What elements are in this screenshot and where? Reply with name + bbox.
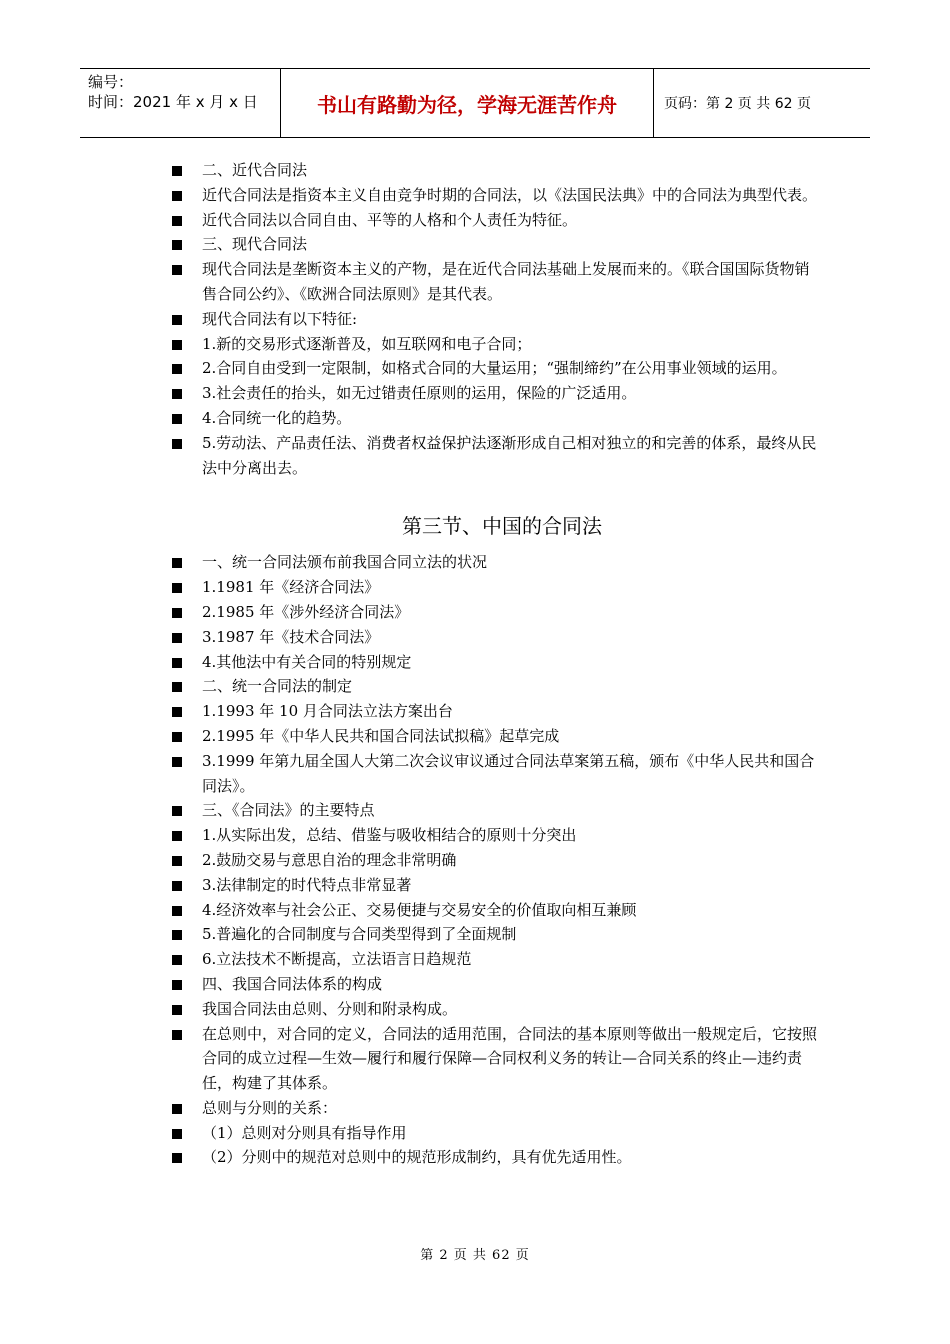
list-item bbox=[172, 550, 822, 575]
square-bullet-icon bbox=[172, 381, 202, 406]
list-item bbox=[172, 575, 822, 600]
list-item bbox=[172, 257, 822, 307]
list-item-text: 4.其他法中有关合同的特别规定 bbox=[202, 652, 412, 671]
list-item bbox=[172, 823, 822, 848]
list-item-text: 我国合同法由总则、分则和附录构成。 bbox=[202, 999, 458, 1018]
square-bullet-icon bbox=[172, 158, 202, 183]
list-item-text: 二、近代合同法 bbox=[202, 161, 308, 179]
square-bullet-icon bbox=[172, 972, 202, 997]
list-item bbox=[172, 873, 822, 898]
page-footer: 第 2 页 共 62 页 bbox=[420, 1248, 530, 1263]
list-item-text: 3.法律制定的时代特点非常显著 bbox=[202, 875, 412, 894]
square-bullet-icon bbox=[172, 431, 202, 481]
list-item bbox=[172, 381, 822, 406]
square-bullet-icon bbox=[172, 823, 202, 848]
list-item-text: 总则与分则的关系： bbox=[202, 1098, 338, 1117]
header-page-number: 页码：第 2 页 共 62 页 bbox=[664, 96, 811, 112]
square-bullet-icon bbox=[172, 183, 202, 208]
list-item bbox=[172, 208, 822, 233]
square-bullet-icon bbox=[172, 798, 202, 823]
list-item bbox=[172, 724, 822, 749]
square-bullet-icon bbox=[172, 575, 202, 600]
document-body bbox=[172, 158, 822, 1170]
square-bullet-icon bbox=[172, 257, 202, 307]
list-item bbox=[172, 1121, 822, 1146]
list-item-text: （1）总则对分则具有指导作用 bbox=[202, 1123, 407, 1142]
list-item bbox=[172, 898, 822, 923]
list-item bbox=[172, 674, 822, 699]
list-item bbox=[172, 699, 822, 724]
list-item-text: 2.鼓励交易与意思自治的理念非常明确 bbox=[202, 850, 457, 869]
list-item bbox=[172, 332, 822, 357]
list-item bbox=[172, 600, 822, 625]
list-item bbox=[172, 650, 822, 675]
list-item-text: 2.合同自由受到一定限制，如格式合同的大量运用；“强制缔约”在公用事业领域的运用。 bbox=[202, 359, 787, 378]
square-bullet-icon bbox=[172, 1022, 202, 1096]
list-item-text: 3.1987 年《技术合同法》 bbox=[202, 627, 380, 646]
number-label: 编号： bbox=[88, 73, 134, 91]
list-item-text: 3.社会责任的抬头，如无过错责任原则的运用，保险的广泛适用。 bbox=[202, 384, 637, 403]
list-item-text: 5.普遍化的合同制度与合同类型得到了全面规制 bbox=[202, 925, 517, 944]
square-bullet-icon bbox=[172, 1145, 202, 1170]
time-label: 时间：2021 年 x 月 x 日 bbox=[88, 93, 258, 111]
list-item bbox=[172, 625, 822, 650]
square-bullet-icon bbox=[172, 922, 202, 947]
section-title: 第三节、中国的合同法 bbox=[402, 514, 602, 539]
list-item bbox=[172, 1145, 822, 1170]
square-bullet-icon bbox=[172, 848, 202, 873]
list-item-text: （2）分则中的规范对总则中的规范形成制约，具有优先适用性。 bbox=[202, 1148, 632, 1167]
square-bullet-icon bbox=[172, 873, 202, 898]
square-bullet-icon bbox=[172, 332, 202, 357]
square-bullet-icon bbox=[172, 356, 202, 381]
square-bullet-icon bbox=[172, 898, 202, 923]
list-item-text: 1.新的交易形式逐渐普及，如互联网和电子合同； bbox=[202, 334, 532, 353]
list-item bbox=[172, 972, 822, 997]
list-item-text: 2.1985 年《涉外经济合同法》 bbox=[202, 602, 410, 621]
page-header bbox=[80, 68, 870, 138]
square-bullet-icon bbox=[172, 600, 202, 625]
list-item bbox=[172, 997, 822, 1022]
list-item-text: 二、统一合同法的制定 bbox=[202, 677, 353, 696]
square-bullet-icon bbox=[172, 674, 202, 699]
list-item bbox=[172, 749, 822, 799]
list-item bbox=[172, 307, 822, 332]
list-item-text: 三、现代合同法 bbox=[202, 235, 308, 254]
list-item-text: 现代合同法有以下特征: bbox=[202, 309, 358, 328]
list-item-text: 近代合同法以合同自由、平等的人格和个人责任为特征。 bbox=[202, 210, 578, 229]
list-item bbox=[172, 922, 822, 947]
list-item-text: 4.合同统一化的趋势。 bbox=[202, 408, 352, 427]
square-bullet-icon bbox=[172, 307, 202, 332]
square-bullet-icon bbox=[172, 749, 202, 799]
list-item bbox=[172, 798, 822, 823]
list-item bbox=[172, 406, 822, 431]
list-item bbox=[172, 356, 822, 381]
list-item-text: 3.1999 年第九届全国人大第二次会议审议通过合同法草案第五稿，颁布《中华人民共和国合同法》。 bbox=[202, 751, 815, 795]
list-item-text: 近代合同法是指资本主义自由竞争时期的合同法，以《法国民法典》中的合同法为典型代表。 bbox=[202, 185, 818, 204]
list-item-text: 在总则中，对合同的定义，合同法的适用范围，合同法的基本原则等做出一般规定后，它按照合同的成立过程—生效—履行和履行保障—合同权利义务的转让—合同关系的终止—违约责任，构建了其体系。 bbox=[202, 1024, 818, 1093]
list-item-text: 6.立法技术不断提高，立法语言日趋规范 bbox=[202, 950, 472, 969]
list-item bbox=[172, 848, 822, 873]
list-item bbox=[172, 947, 822, 972]
square-bullet-icon bbox=[172, 997, 202, 1022]
list-item-text: 三、《合同法》的主要特点 bbox=[202, 801, 375, 820]
list-item bbox=[172, 1022, 822, 1096]
square-bullet-icon bbox=[172, 550, 202, 575]
list-before bbox=[172, 158, 822, 480]
list-item-text: 现代合同法是垄断资本主义的产物，是在近代合同法基础上发展而来的。《联合国国际货物销售合同公约》、《欧洲合同法原则》是其代表。 bbox=[202, 260, 810, 303]
square-bullet-icon bbox=[172, 406, 202, 431]
list-item bbox=[172, 431, 822, 481]
list-item-text: 四、我国合同法体系的构成 bbox=[202, 974, 383, 993]
header-motto: 书山有路勤为径，学海无涯苦作舟 bbox=[281, 69, 654, 137]
list-item bbox=[172, 158, 822, 183]
list-item-text: 2.1995 年《中华人民共和国合同法试拟稿》起草完成 bbox=[202, 726, 560, 745]
list-item bbox=[172, 232, 822, 257]
list-item-text: 1.从实际出发，总结、借鉴与吸收相结合的原则十分突出 bbox=[202, 826, 577, 845]
list-item-text: 1.1981 年《经济合同法》 bbox=[202, 578, 380, 597]
list-item-text: 一、统一合同法颁布前我国合同立法的状况 bbox=[202, 553, 488, 572]
square-bullet-icon bbox=[172, 947, 202, 972]
square-bullet-icon bbox=[172, 724, 202, 749]
square-bullet-icon bbox=[172, 650, 202, 675]
list-after bbox=[172, 550, 822, 1170]
list-item bbox=[172, 183, 822, 208]
square-bullet-icon bbox=[172, 208, 202, 233]
list-item-text: 4.经济效率与社会公正、交易便捷与交易安全的价值取向相互兼顾 bbox=[202, 900, 637, 919]
square-bullet-icon bbox=[172, 232, 202, 257]
square-bullet-icon bbox=[172, 1096, 202, 1121]
square-bullet-icon bbox=[172, 699, 202, 724]
square-bullet-icon bbox=[172, 1121, 202, 1146]
square-bullet-icon bbox=[172, 625, 202, 650]
header-meta bbox=[80, 69, 281, 137]
list-item-text: 5.劳动法、产品责任法、消费者权益保护法逐渐形成自己相对独立的和完善的体系，最终从民法中分离出去。 bbox=[202, 433, 817, 477]
list-item bbox=[172, 1096, 822, 1121]
list-item-text: 1.1993 年 10 月合同法立法方案出台 bbox=[202, 702, 453, 721]
